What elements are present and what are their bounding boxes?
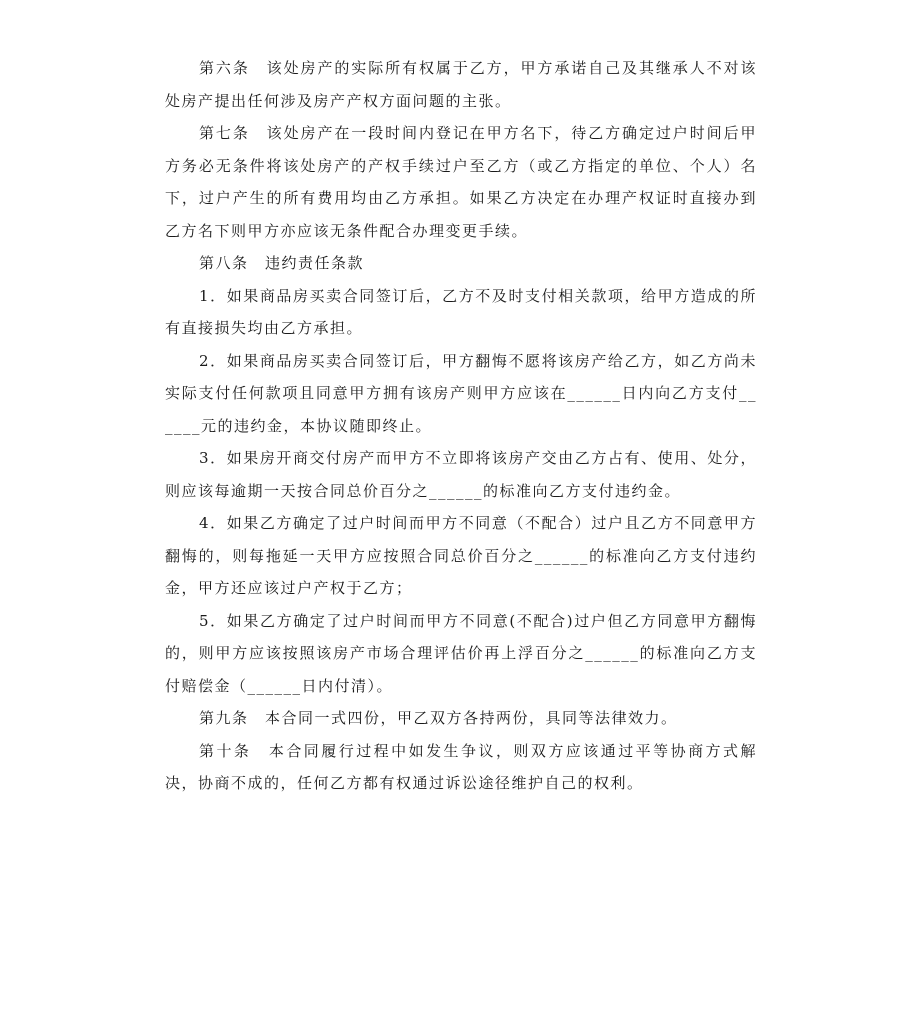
- article-10-paragraph: 第十条 本合同履行过程中如发生争议，则双方应该通过平等协商方式解决，协商不成的，任何乙方都有权通过诉讼途径维护自己的权利。: [165, 741, 757, 792]
- clause-1-paragraph: 1．如果商品房买卖合同签订后，乙方不及时支付相关款项，给甲方造成的所有直接损失均由乙方承担。: [165, 286, 757, 337]
- article-6-paragraph: 第六条 该处房产的实际所有权属于乙方，甲方承诺自己及其继承人不对该处房产提出任何涉及房产产权方面问题的主张。: [165, 59, 757, 110]
- clause-3-paragraph: 3．如果房开商交付房产而甲方不立即将该房产交由乙方占有、使用、处分，则应该每逾期一天按合同总价百分之______的标准向乙方支付违约金。: [165, 449, 757, 500]
- article-8-heading: 第八条 违约责任条款: [199, 254, 365, 272]
- article-9-paragraph: 第九条 本合同一式四份，甲乙双方各持两份，具同等法律效力。: [199, 709, 678, 727]
- clause-4-paragraph: 4．如果乙方确定了过户时间而甲方不同意（不配合）过户且乙方不同意甲方翻悔的，则每拖延一天甲方应按照合同总价百分之______的标准向乙方支付违约金，甲方还应该过户产权于乙方；: [165, 514, 757, 597]
- article-7-paragraph: 第七条 该处房产在一段时间内登记在甲方名下，待乙方确定过户时间后甲方务必无条件将该处房产的产权手续过户至乙方（或乙方指定的单位、个人）名下，过户产生的所有费用均由乙方承担。如果乙方决定在办理产权证时直接办到乙方名下则甲方亦应该无条件配合办理变更手续。: [165, 124, 757, 240]
- contract-page: [165, 52, 757, 800]
- clause-5-paragraph: 5．如果乙方确定了过户时间而甲方不同意(不配合)过户但乙方同意甲方翻悔的，则甲方应该按照该房产市场合理评估价再上浮百分之______的标准向乙方支付赔偿金（______日内付清）。: [165, 611, 757, 695]
- clause-2-paragraph: 2．如果商品房买卖合同签订后，甲方翻悔不愿将该房产给乙方，如乙方尚未实际支付任何款项且同意甲方拥有该房产则甲方应该在______日内向乙方支付______元的违约金，本协议随即终止。: [165, 351, 757, 435]
